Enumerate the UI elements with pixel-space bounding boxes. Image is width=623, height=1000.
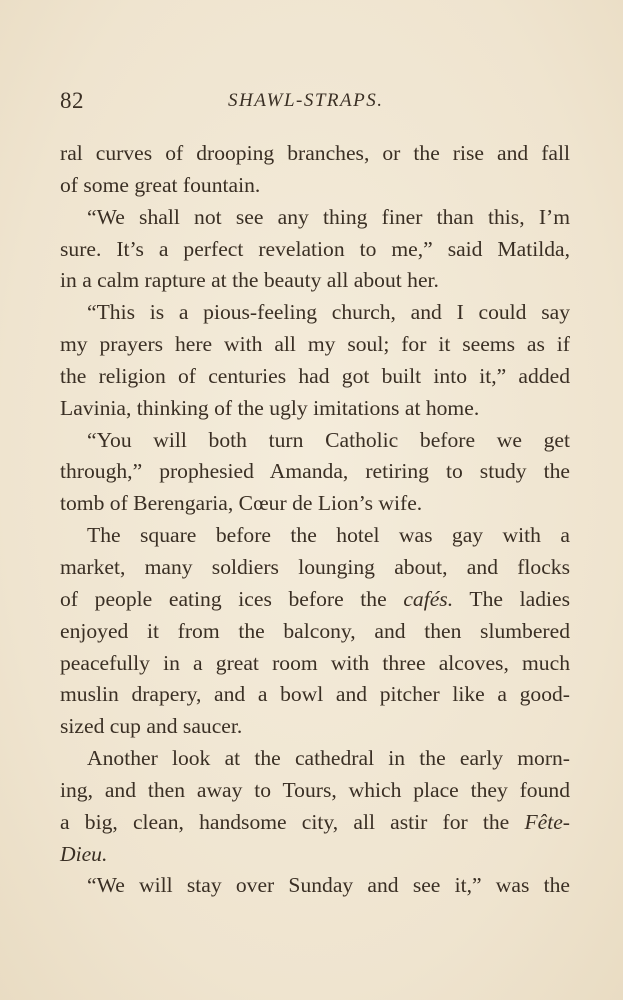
text-line (60, 202, 570, 234)
text-line-content: “You will both turn Catholic before we get (87, 427, 570, 452)
text-line-content: sure. It’s a perfect revelation to me,” said Matilda, (60, 236, 570, 261)
text-line (60, 138, 570, 170)
running-head: SHAWL-STRAPS. (228, 90, 384, 111)
text-line (60, 711, 570, 743)
text-line-content: the religion of centuries had got built into it,” added (60, 363, 570, 388)
text-line (60, 552, 570, 584)
text-line-content: enjoyed it from the balcony, and then slumbered (60, 618, 570, 643)
body-text (60, 138, 570, 902)
text-line (60, 488, 570, 520)
italic-word: Dieu. (60, 841, 108, 866)
text-line (60, 648, 570, 680)
text-line (60, 775, 570, 807)
text-line-content: The square before the hotel was gay with a (87, 523, 570, 548)
text-line (60, 679, 570, 711)
text-line-content: peacefully in a great room with three alcoves, much (60, 650, 570, 675)
text-line-content: of people eating ices before the (60, 586, 404, 611)
text-line-content: market, many soldiers lounging about, and flocks (60, 554, 570, 579)
text-line-content: a big, clean, handsome city, all astir for the (60, 809, 525, 834)
text-line-content: Lavinia, thinking of the ugly imitations at home. (60, 395, 480, 420)
page-number: 82 (60, 88, 84, 113)
text-line-content: of some great fountain. (60, 172, 261, 197)
text-line-content: “We will stay over Sunday and see it,” was the (87, 873, 570, 898)
text-line-content: in a calm rapture at the beauty all about her. (60, 268, 439, 293)
text-line (60, 616, 570, 648)
text-line (60, 234, 570, 266)
text-line (60, 456, 570, 488)
text-line-continuation: The ladies (453, 586, 570, 611)
text-line-content: sized cup and saucer. (60, 714, 243, 739)
text-line-content: “We shall not see any thing finer than this, I’m (87, 204, 570, 229)
text-line (60, 329, 570, 361)
text-line-content: ral curves of drooping branches, or the rise and fall (60, 141, 570, 165)
text-line-content: tomb of Berengaria, Cœur de Lion’s wife. (60, 491, 423, 516)
italic-word: Fête- (524, 809, 570, 834)
text-line-content: through,” prophesied Amanda, retiring to study the (60, 459, 570, 484)
text-line (60, 807, 570, 839)
text-line (60, 425, 570, 457)
page-header (60, 88, 570, 118)
italic-word: cafés. (403, 586, 454, 611)
text-line (60, 361, 570, 393)
text-line (60, 870, 570, 902)
text-line (60, 520, 570, 552)
text-line-content: my prayers here with all my soul; for it seems as if (60, 332, 570, 357)
text-line (60, 170, 570, 202)
text-line-content: muslin drapery, and a bowl and pitcher like a good- (60, 682, 570, 707)
text-line-content: ing, and then away to Tours, which place they found (60, 777, 570, 802)
text-line-content: Another look at the cathedral in the early morn- (87, 746, 570, 771)
text-line (60, 584, 570, 616)
text-line (60, 839, 570, 871)
text-line (60, 743, 570, 775)
text-line (60, 265, 570, 297)
text-line (60, 297, 570, 329)
text-line (60, 393, 570, 425)
text-line-content: “This is a pious-feeling church, and I could say (87, 300, 570, 325)
